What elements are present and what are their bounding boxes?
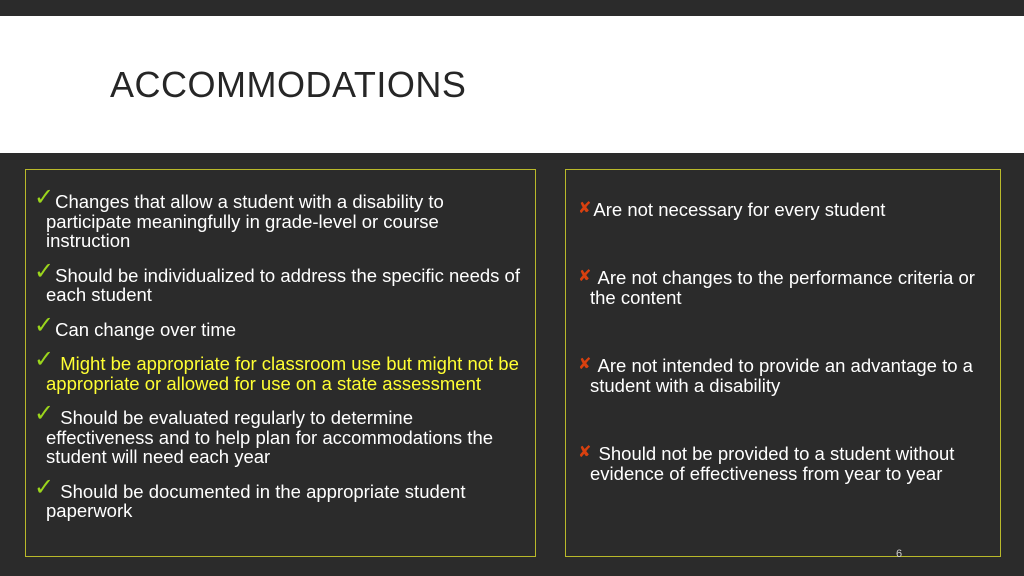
list-item bbox=[578, 200, 990, 220]
list-item bbox=[578, 356, 990, 396]
check-icon: ✓ bbox=[34, 310, 55, 339]
check-icon: ✓ bbox=[34, 256, 55, 285]
list-item-highlighted bbox=[34, 345, 525, 394]
list-item-text: Can change over time bbox=[55, 318, 237, 340]
list-item-text: Are not changes to the performance criteria or the content bbox=[590, 267, 975, 308]
check-icon: ✓ bbox=[34, 399, 55, 427]
list-item-text: Are not necessary for every student bbox=[593, 199, 886, 220]
list-item-text: Should be evaluated regularly to determine effectiveness and to help plan for accommodations the student will need each year bbox=[46, 407, 494, 467]
accommodations-are-not-panel bbox=[565, 169, 1001, 557]
list-item bbox=[578, 444, 990, 484]
list-item-text: Changes that allow a student with a disability to participate meaningfully in grade-level or course instruction bbox=[46, 191, 444, 251]
check-icon: ✓ bbox=[34, 345, 55, 373]
cross-icon: ✘ bbox=[578, 266, 592, 285]
cross-icon: ✘ bbox=[578, 354, 592, 373]
accommodations-are-not-list bbox=[578, 200, 990, 484]
cross-icon: ✘ bbox=[578, 442, 592, 461]
list-item-text: Might be appropriate for classroom use but might not be appropriate or allowed for use on a state assessment bbox=[46, 353, 519, 394]
page-number: 6 bbox=[896, 548, 903, 560]
accommodations-are-list bbox=[34, 183, 525, 521]
list-item bbox=[578, 268, 990, 308]
check-icon: ✓ bbox=[34, 183, 55, 211]
list-item bbox=[34, 183, 525, 251]
list-item-text: Should be documented in the appropriate student paperwork bbox=[46, 480, 466, 521]
cross-icon: ✘ bbox=[578, 198, 592, 217]
slide-title: ACCOMMODATIONS bbox=[110, 64, 467, 105]
list-item-text: Are not intended to provide an advantage to a student with a disability bbox=[590, 355, 973, 396]
list-item bbox=[34, 472, 525, 521]
list-item bbox=[34, 256, 525, 305]
list-item-text: Should be individualized to address the specific needs of each student bbox=[46, 264, 520, 305]
list-item bbox=[34, 310, 525, 340]
list-item bbox=[34, 399, 525, 467]
list-item-text: Should not be provided to a student without evidence of effectiveness from year to year bbox=[590, 443, 955, 484]
accommodations-are-panel bbox=[25, 169, 536, 557]
check-icon: ✓ bbox=[34, 472, 55, 501]
